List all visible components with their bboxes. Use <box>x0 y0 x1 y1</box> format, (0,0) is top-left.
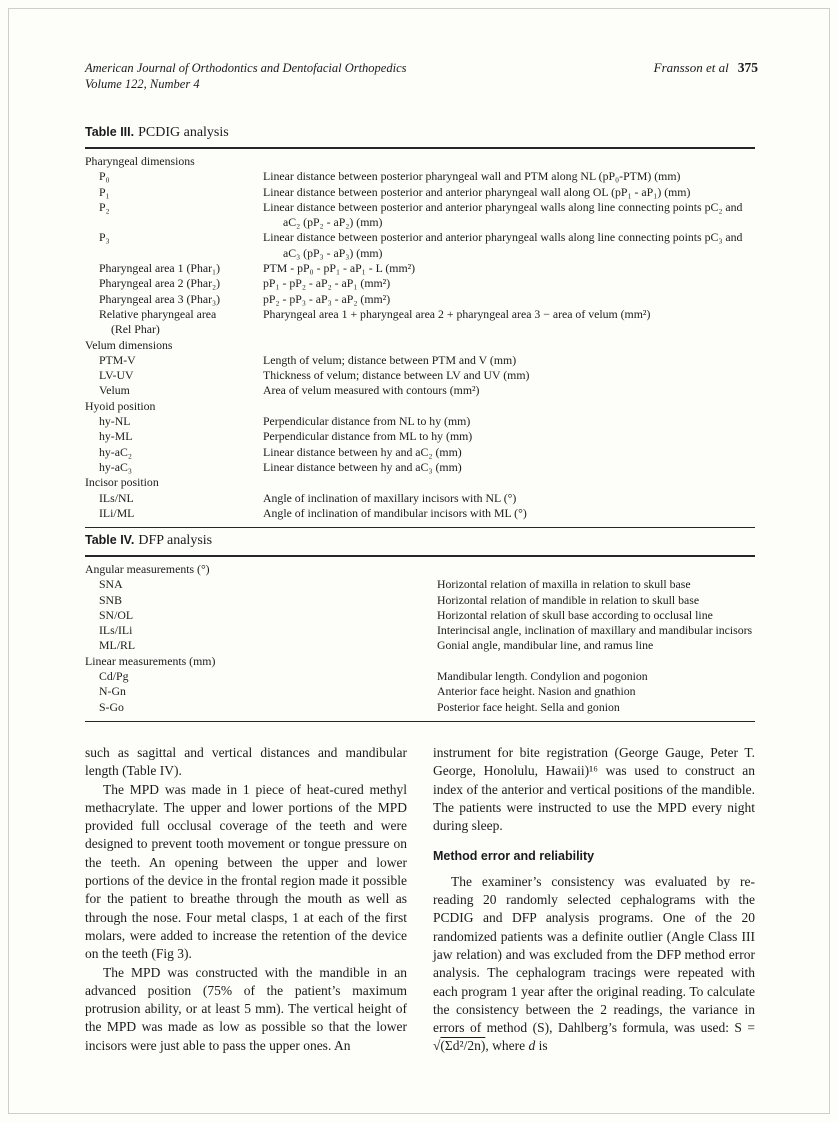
term-text: P₁ <box>99 184 110 199</box>
row-definition <box>263 338 755 353</box>
definition-text: Linear distance between posterior and anterior pharyngeal walls along line connecting points pC₂ and <box>263 199 743 214</box>
table-row <box>85 276 755 291</box>
row-definition <box>437 593 755 608</box>
formula-radicand: (Σd²/2n) <box>440 1038 486 1054</box>
row-term <box>85 491 263 506</box>
table-row <box>85 399 755 414</box>
row-term <box>85 684 437 699</box>
table-row <box>85 383 755 398</box>
row-term <box>85 429 263 444</box>
row-definition <box>263 399 755 414</box>
table-row <box>85 562 755 577</box>
table-3-pcdig-analysis <box>85 125 755 528</box>
row-term <box>85 383 263 398</box>
row-term <box>85 506 263 521</box>
definition-text: Linear distance between posterior pharyngeal wall and PTM along NL (pP₀-PTM) (mm) <box>263 169 681 184</box>
row-term <box>85 577 437 592</box>
row-term <box>85 638 437 653</box>
table-3-label: Table III. <box>85 125 135 139</box>
row-term <box>85 669 437 684</box>
table-row <box>85 608 755 623</box>
table-row <box>85 593 755 608</box>
table-row <box>85 460 755 475</box>
definition-text: pP₁ - pP₂ - aP₂ - aP₁ (mm²) <box>263 276 391 291</box>
term-text: Cd/Pg <box>99 669 129 684</box>
journal-volume: Volume 122, Number 4 <box>85 77 200 91</box>
table-4-caption <box>85 533 755 549</box>
formula-variable-d: d <box>528 1038 536 1054</box>
term-text: Pharyngeal area 3 (Phar₃) <box>99 291 221 306</box>
row-term <box>85 261 263 276</box>
running-head <box>654 60 758 76</box>
term-text: PTM-V <box>99 352 136 367</box>
table-row <box>85 445 755 460</box>
row-term <box>85 368 263 383</box>
definition-text: PTM - pP₀ - pP₁ - aP₁ - L (mm²) <box>263 261 416 276</box>
row-definition <box>437 669 755 684</box>
definition-text: Gonial angle, mandibular line, and ramus line <box>437 638 654 653</box>
definition-text: Pharyngeal area 1 + pharyngeal area 2 + pharyngeal area 3 − area of velum (mm²) <box>263 306 651 321</box>
table-row <box>85 429 755 444</box>
term-text: P₃ <box>99 230 110 245</box>
term-text: SN/OL <box>99 607 134 622</box>
term-text: SNB <box>99 592 122 607</box>
row-term <box>85 654 437 669</box>
row-definition <box>263 445 755 460</box>
row-term <box>85 154 263 169</box>
table-row <box>85 230 755 261</box>
definition-text: Angle of inclination of mandibular incisors with ML (°) <box>263 505 527 520</box>
paragraph-method-error <box>433 873 755 1056</box>
row-definition <box>263 307 755 338</box>
row-term <box>85 276 263 291</box>
row-term <box>85 230 263 261</box>
journal-title: American Journal of Orthodontics and Dentofacial Orthopedics <box>85 61 407 75</box>
term-text: Linear measurements (mm) <box>85 653 216 668</box>
definition-text: Area of velum measured with contours (mm²) <box>263 383 480 398</box>
table-row <box>85 261 755 276</box>
term-text: hy-ML <box>99 429 133 444</box>
row-term <box>85 608 437 623</box>
term-text: SNA <box>99 577 123 592</box>
definition-text: Interincisal angle, inclination of maxillary and mandibular incisors <box>437 623 753 638</box>
table-row <box>85 623 755 638</box>
table-row <box>85 185 755 200</box>
row-term <box>85 185 263 200</box>
row-definition <box>437 684 755 699</box>
row-definition <box>263 368 755 383</box>
row-definition <box>263 169 755 184</box>
table-3-caption <box>85 125 755 141</box>
row-definition <box>263 475 755 490</box>
page-number: 375 <box>737 60 758 75</box>
table-3-body <box>85 147 755 528</box>
term-text: ILs/NL <box>99 490 134 505</box>
term-text: LV-UV <box>99 368 134 383</box>
row-term <box>85 445 263 460</box>
row-definition <box>263 200 755 231</box>
table-row <box>85 506 755 521</box>
definition-text: Perpendicular distance from ML to hy (mm) <box>263 429 473 444</box>
definition-text-line2: aC₂ (pP₂ - aP₂) (mm) <box>283 215 383 230</box>
table-4-label: Table IV. <box>85 533 135 547</box>
definition-text: Linear distance between hy and aC₃ (mm) <box>263 459 462 474</box>
term-text: ML/RL <box>99 638 136 653</box>
row-definition <box>263 230 755 261</box>
table-3-title: PCDIG analysis <box>138 125 229 140</box>
row-definition <box>263 414 755 429</box>
row-definition <box>437 623 755 638</box>
term-text: N-Gn <box>99 684 126 699</box>
definition-text-line2: aC₃ (pP₃ - aP₃) (mm) <box>283 245 383 260</box>
row-definition <box>263 506 755 521</box>
page-header <box>85 60 758 92</box>
paragraph-mpd-position: The MPD was constructed with the mandible in an advanced position (75% of the patient’s maximum protrusion ability, or at least 5 mm). The vertical height of the MPD was made as low as possible so that the lower incisors were just able to pass the upper ones. An <box>85 964 407 1053</box>
row-term <box>85 338 263 353</box>
table-4-title: DFP analysis <box>138 533 213 548</box>
row-term <box>85 292 263 307</box>
row-definition <box>263 353 755 368</box>
definition-text: pP₂ - pP₃ - aP₃ - aP₂ (mm²) <box>263 291 391 306</box>
table-row <box>85 154 755 169</box>
formula-end-text: is <box>535 1038 548 1054</box>
row-term <box>85 475 263 490</box>
section-heading-method-error: Method error and reliability <box>433 849 595 864</box>
body-right-column <box>433 744 755 1056</box>
definition-text: Anterior face height. Nasion and gnathion <box>437 684 636 699</box>
table-row <box>85 491 755 506</box>
row-definition <box>437 700 755 715</box>
table-row <box>85 475 755 490</box>
row-definition <box>263 261 755 276</box>
row-definition <box>263 491 755 506</box>
row-definition <box>263 292 755 307</box>
authors: Fransson et al <box>653 60 729 75</box>
definition-text: Horizontal relation of skull base according to occlusal line <box>437 607 713 622</box>
definition-text: Thickness of velum; distance between LV and UV (mm) <box>263 368 530 383</box>
term-text: hy-aC₂ <box>99 444 132 459</box>
row-definition <box>263 460 755 475</box>
definition-text: Horizontal relation of mandible in relation to skull base <box>437 592 700 607</box>
paragraph-continuation: such as sagittal and vertical distances and mandibular length (Table IV). <box>85 745 407 779</box>
definition-text: Linear distance between posterior and anterior pharyngeal walls along line connecting points pC₃ and <box>263 230 743 245</box>
paragraph-mpd-construction: The MPD was made in 1 piece of heat-cured methyl methacrylate. The upper and lower portions of the MPD provided full occlusal coverage of the teeth and were designed to prevent tooth movement or tongue pressure on the teeth. An opening between the upper and lower portions of the device in the frontal region made it possible for the patient to breathe through the mouth as well as through the nose. Four metal clasps, 1 at each of the first molars, were added to increase the retention of the device on the teeth (Fig 3). <box>85 781 407 962</box>
row-term <box>85 169 263 184</box>
table-row <box>85 638 755 653</box>
term-text: hy-aC₃ <box>99 459 132 474</box>
row-term <box>85 399 263 414</box>
row-term <box>85 700 437 715</box>
row-definition <box>263 429 755 444</box>
row-definition <box>437 608 755 623</box>
term-text: Pharyngeal area 2 (Phar₂) <box>99 276 221 291</box>
table-row <box>85 654 755 669</box>
table-row <box>85 353 755 368</box>
method-error-text: The examiner’s consistency was evaluated by re-reading 20 randomly selected cephalograms with the PCDIG and DFP analysis programs. One of the 20 randomized patients was a definite outlier (Angle Class III jaw relation) and was excluded from the DFP method error analysis. The cephalogram tracings were repeated with each program 1 year after the original reading. To calculate the consistency between the 2 readings, the variance in errors of method (S), Dahlberg’s formula, was used: S = √ <box>433 873 755 1054</box>
term-text: Velum dimensions <box>85 337 173 352</box>
term-text: ILs/ILi <box>99 623 133 638</box>
row-term <box>85 414 263 429</box>
row-term <box>85 593 437 608</box>
row-definition <box>263 154 755 169</box>
row-definition <box>437 562 755 577</box>
row-definition <box>437 654 755 669</box>
definition-text: Mandibular length. Condylion and pogonion <box>437 669 648 684</box>
definition-text: Linear distance between hy and aC₂ (mm) <box>263 444 462 459</box>
row-term <box>85 200 263 231</box>
row-term <box>85 353 263 368</box>
term-text: P₀ <box>99 169 110 184</box>
term-text: Relative pharyngeal area <box>99 306 217 321</box>
paragraph-bite-registration: instrument for bite registration (George Gauge, Peter T. George, Honolulu, Hawaii)¹⁶ was used to construct an index of the anterior and vertical positions of the mandible. The patients were instructed to use the MPD every night during sleep. <box>433 745 755 834</box>
table-row <box>85 684 755 699</box>
row-term <box>85 307 263 338</box>
term-text: Pharyngeal dimensions <box>85 154 195 168</box>
row-definition <box>437 638 755 653</box>
table-row <box>85 292 755 307</box>
row-term <box>85 623 437 638</box>
row-definition <box>263 383 755 398</box>
definition-text: Posterior face height. Sella and gonion <box>437 699 620 714</box>
term-text: Velum <box>99 383 130 398</box>
journal-info <box>85 60 407 92</box>
table-4-body <box>85 555 755 722</box>
term-text: Hyoid position <box>85 398 156 413</box>
row-definition <box>263 185 755 200</box>
table-4-dfp-analysis <box>85 533 755 722</box>
row-term <box>85 460 263 475</box>
term-text: Angular measurements (°) <box>85 562 210 576</box>
body-left-column <box>85 744 407 1055</box>
row-term <box>85 562 437 577</box>
term-text: S-Go <box>99 699 124 714</box>
table-row <box>85 669 755 684</box>
table-row <box>85 307 755 338</box>
table-row <box>85 368 755 383</box>
definition-text: Perpendicular distance from NL to hy (mm) <box>263 414 471 429</box>
definition-text: Length of velum; distance between PTM and V (mm) <box>263 352 517 367</box>
table-row <box>85 577 755 592</box>
definition-text: Angle of inclination of maxillary incisors with NL (°) <box>263 490 517 505</box>
formula-mid-text: , where <box>485 1038 529 1054</box>
term-text: ILi/ML <box>99 505 135 520</box>
table-row <box>85 338 755 353</box>
row-definition <box>437 577 755 592</box>
table-row <box>85 414 755 429</box>
row-definition <box>263 276 755 291</box>
term-text: Incisor position <box>85 475 159 490</box>
table-row <box>85 700 755 715</box>
term-text: Pharyngeal area 1 (Phar₁) <box>99 261 221 276</box>
definition-text: Linear distance between posterior and anterior pharyngeal wall along OL (pP₁ - aP₁) (mm) <box>263 184 691 199</box>
table-row <box>85 200 755 231</box>
table-row <box>85 169 755 184</box>
term-text-line2: (Rel Phar) <box>111 322 160 337</box>
term-text: P₂ <box>99 199 110 214</box>
definition-text: Horizontal relation of maxilla in relation to skull base <box>437 577 691 592</box>
term-text: hy-NL <box>99 414 131 429</box>
